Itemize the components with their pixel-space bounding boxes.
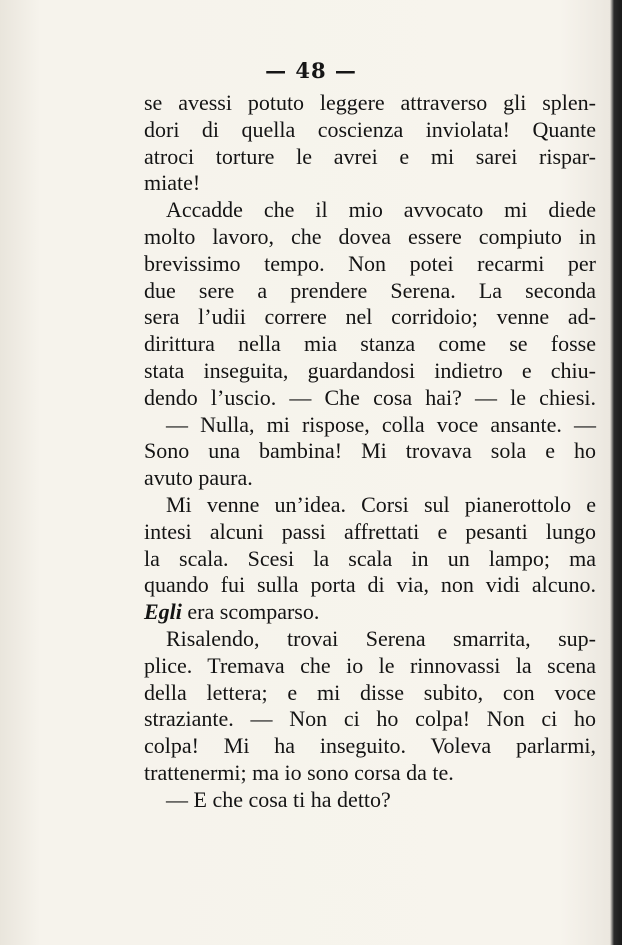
italic-word: Egli [144,599,182,625]
text-line: dendo l’uscio. — Che cosa hai? — le chiesi. [144,384,596,410]
text-line: la scala. Scesi la scala in un lampo; ma [144,545,596,571]
text-line: due sere a prendere Serena. La seconda [144,277,596,303]
page-number: — 48 — [265,58,357,83]
text-line: se avessi potuto leggere attraverso gli splen- [144,90,596,115]
text-line: dirittura nella mia stanza come se fosse [144,331,596,357]
line-text: era scomparso. [181,599,320,625]
text-line: Sono una bambina! Mi trovava sola e ho [144,438,596,464]
text-line: atroci torture le avrei e mi sarei rispar- [144,143,596,169]
text-line: molto lavoro, che dovea essere compiuto in [144,223,596,249]
text-line: della lettera; e mi disse subito, con voce [144,679,596,705]
text-line: — E che cosa ti ha detto? [166,786,391,812]
text-line: quando fui sulla porta di via, non vidi alcuno. [144,572,596,598]
text-line: Risalendo, trovai Serena smarrita, sup- [166,625,596,651]
text-line: Accadde che il mio avvocato mi diede [166,197,596,223]
page-text [144,90,596,814]
text-line: dori di quella coscienza inviolata! Quante [144,116,596,142]
text-line: avuto paura. [144,465,253,491]
text-line: — Nulla, mi rispose, colla voce ansante. — [166,411,596,437]
text-line: stata inseguita, guardandosi indietro e chiu- [144,357,596,383]
text-line: trattenermi; ma io sono corsa da te. [144,759,454,785]
text-line: straziante. — Non ci ho colpa! Non ci ho [144,706,596,732]
text-line: colpa! Mi ha inseguito. Voleva parlarmi, [144,733,596,759]
text-line: miate! [144,170,201,196]
text-line: brevissimo tempo. Non potei recarmi per [144,250,596,276]
text-line [144,599,596,626]
text-line: Mi venne un’idea. Corsi sul pianerottolo e [166,491,596,517]
text-line: intesi alcuni passi affrettati e pesanti lungo [144,518,596,544]
text-line: sera l’udii correre nel corridoio; venne ad- [144,304,596,330]
text-line: plice. Tremava che io le rinnovassi la scena [144,652,596,678]
